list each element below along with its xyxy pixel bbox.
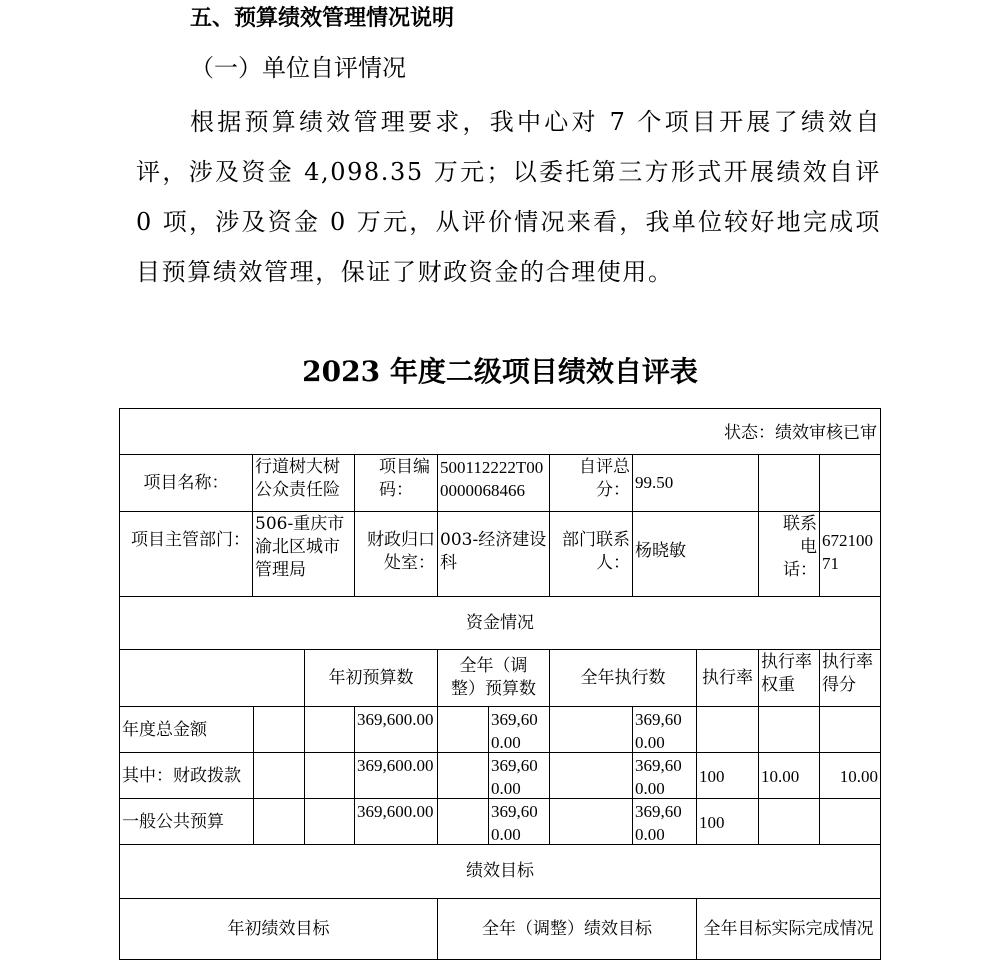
empty-cell (253, 798, 305, 845)
empty-cell (549, 706, 633, 753)
empty-cell (549, 752, 633, 799)
fund-initial: 369,600.00 (354, 706, 438, 753)
table-title: 2023 年度二级项目绩效自评表 (302, 355, 698, 388)
score-value: 99.50 (632, 454, 759, 512)
finance-value: 003-经济建设科 (437, 511, 550, 597)
empty-cell (304, 706, 355, 753)
project-code-label: 项目编码： (354, 454, 438, 512)
empty-cell (437, 798, 489, 845)
fund-initial: 369,600.00 (354, 752, 438, 799)
fund-row-label: 年度总金额 (119, 706, 254, 753)
phone-label: 联系电话： (758, 511, 820, 597)
fund-weight (758, 798, 820, 845)
empty-cell (304, 798, 355, 845)
empty-cell (253, 752, 305, 799)
phone-value: 67210071 (819, 511, 881, 597)
goals-header: 绩效目标 (119, 844, 881, 899)
col-rate: 执行率 (696, 649, 759, 707)
funds-header: 资金情况 (119, 596, 881, 650)
contact-value: 杨晓敏 (632, 511, 759, 597)
fund-adjusted: 369,600.00 (488, 706, 550, 753)
project-name-label: 项目名称： (119, 454, 253, 512)
empty-cell (437, 706, 489, 753)
status-text: 状态：绩效审核已审 (119, 408, 881, 455)
section-paragraph: 根据预算绩效管理要求，我中心对 7 个项目开展了绩效自评，涉及资金 4,098.35 万元；以委托第三方形式开展绩效自评 0 项，涉及资金 0 万元，从评价情况来看，我单位较好地完成项目预算绩效管理，保证了财政资金的合理使用。 (136, 108, 881, 286)
fund-rate: 100 (696, 798, 759, 845)
empty-cell (758, 454, 820, 512)
col-executed: 全年执行数 (549, 649, 697, 707)
goal-col-initial: 年初绩效目标 (119, 898, 438, 960)
fund-rate (696, 706, 759, 753)
fund-score (819, 706, 881, 753)
contact-label: 部门联系人： (549, 511, 633, 597)
fund-row-label: 其中：财政拨款 (119, 752, 254, 799)
empty-cell (253, 706, 305, 753)
col-weight: 执行率权重 (758, 649, 820, 707)
fund-rate: 100 (696, 752, 759, 799)
fund-adjusted: 369,600.00 (488, 798, 550, 845)
section-subheading: （一）单位自评情况 (190, 54, 406, 82)
col-score: 执行率得分 (819, 649, 881, 707)
finance-label: 财政归口处室： (354, 511, 438, 597)
fund-executed: 369,600.00 (632, 706, 697, 753)
project-name-value: 行道树大树公众责任险 (252, 454, 355, 512)
empty-cell (549, 798, 633, 845)
col-initial: 年初预算数 (304, 649, 438, 707)
section-heading: 五、预算绩效管理情况说明 (190, 6, 455, 31)
fund-weight (758, 706, 820, 753)
col-adjusted: 全年（调整）预算数 (437, 649, 550, 707)
fund-score: 10.00 (819, 752, 881, 799)
fund-adjusted: 369,600.00 (488, 752, 550, 799)
fund-weight: 10.00 (758, 752, 820, 799)
empty-cell (119, 649, 305, 707)
score-label: 自评总分： (549, 454, 633, 512)
dept-label: 项目主管部门： (119, 511, 253, 597)
empty-cell (819, 454, 881, 512)
fund-row-label: 一般公共预算 (119, 798, 254, 845)
goal-col-actual: 全年目标实际完成情况 (696, 898, 881, 960)
project-code-value: 500112222T000000068466 (437, 454, 550, 512)
empty-cell (437, 752, 489, 799)
fund-initial: 369,600.00 (354, 798, 438, 845)
empty-cell (304, 752, 355, 799)
fund-score (819, 798, 881, 845)
fund-executed: 369,600.00 (632, 798, 697, 845)
fund-executed: 369,600.00 (632, 752, 697, 799)
dept-value: 506-重庆市渝北区城市管理局 (252, 511, 355, 597)
goal-col-adjusted: 全年（调整）绩效目标 (437, 898, 697, 960)
